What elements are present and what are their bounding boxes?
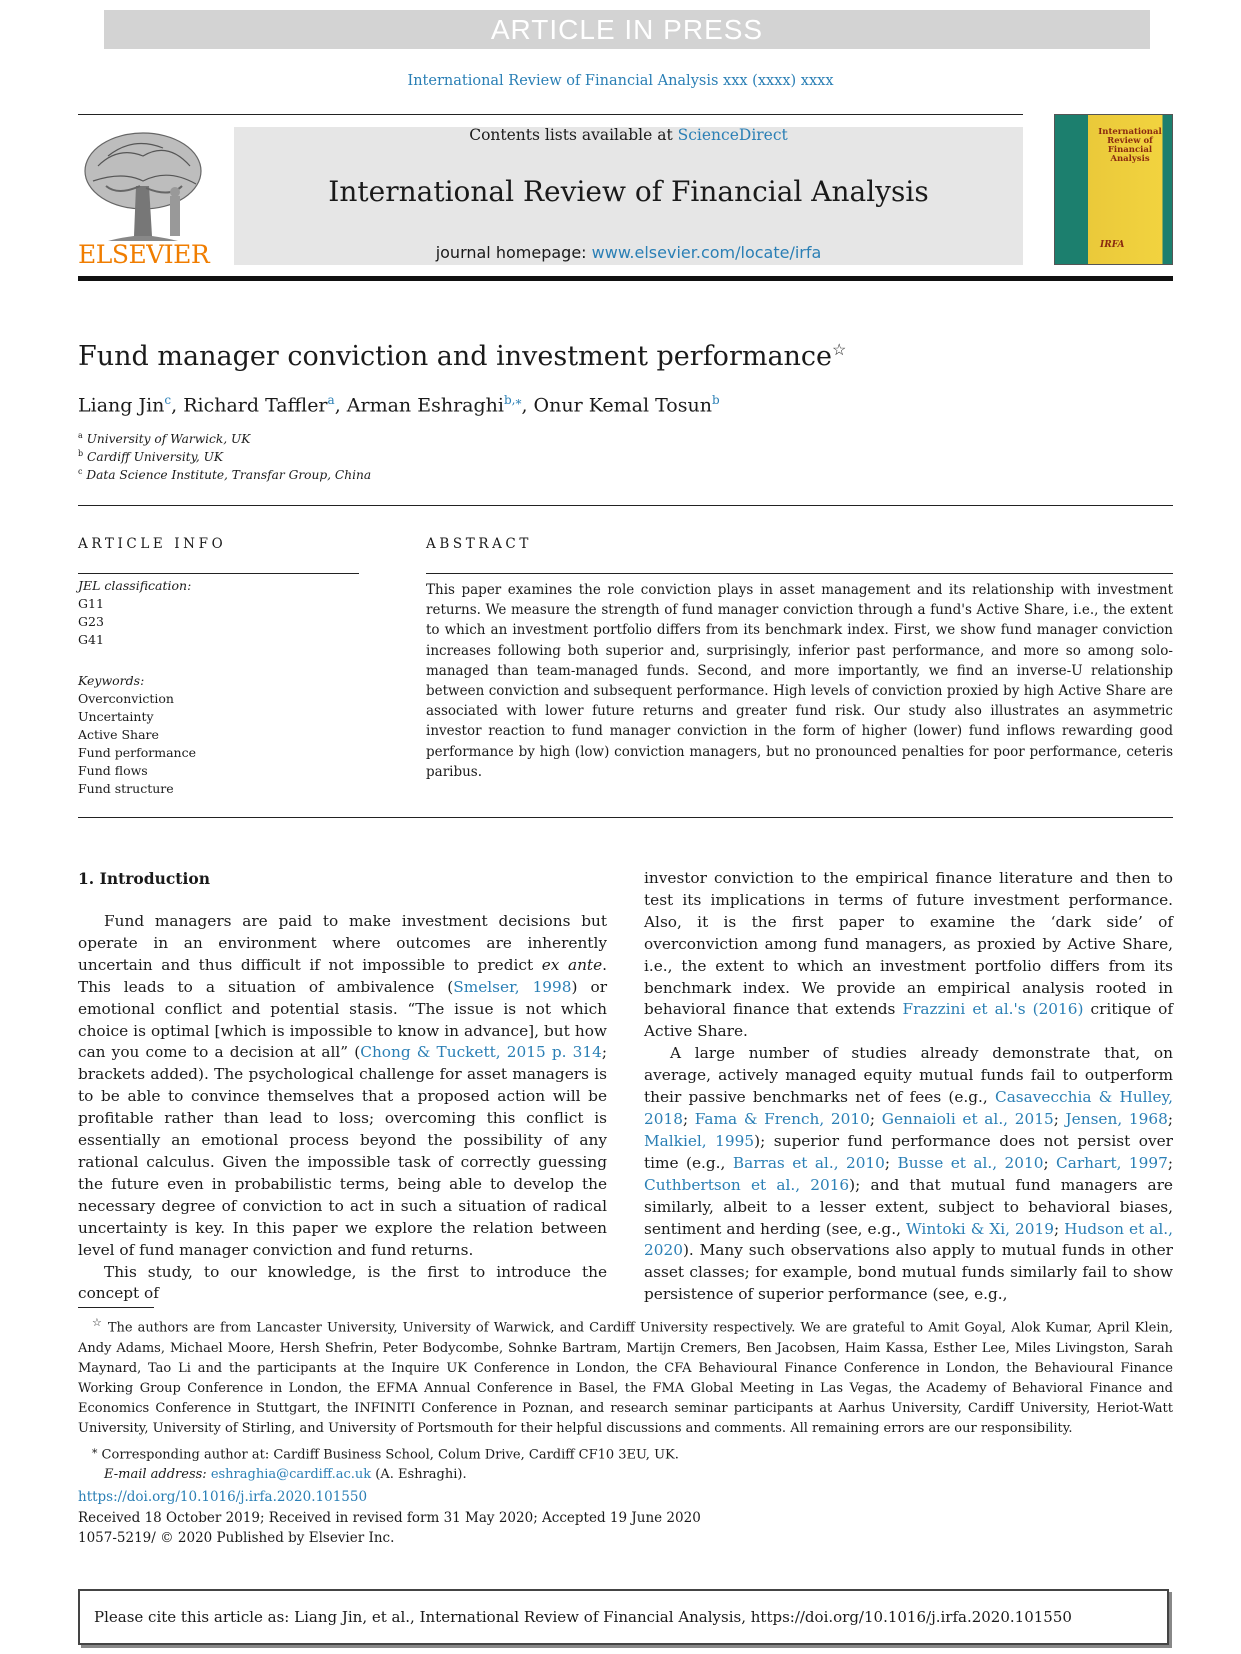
affiliation <box>78 431 250 446</box>
keyword: Fund performance <box>78 745 197 760</box>
affiliation-key: a <box>78 431 83 440</box>
email-link[interactable]: eshraghia@cardiff.ac.uk <box>210 1467 372 1483</box>
received-dates: Received 18 October 2019; Received in revised form 31 May 2020; Accepted 19 June 2020 <box>78 1509 701 1526</box>
author-name: Onur Kemal Tosun <box>533 394 712 417</box>
citation-link[interactable]: Fama & French, 2010 <box>694 1109 870 1128</box>
footnote-corr-mark: ⁎ <box>92 1442 98 1456</box>
citation-link[interactable]: Chong & Tuckett, 2015 p. 314 <box>360 1043 602 1062</box>
issn-copyright: 1057-5219/ © 2020 Published by Elsevier Inc. <box>78 1530 395 1546</box>
introduction-heading: 1. Introduction <box>78 869 210 888</box>
citation-link[interactable]: Gennaioli et al., 2015 <box>881 1109 1054 1128</box>
footnote-rule <box>78 1307 154 1308</box>
email-suffix: (A. Eshraghi). <box>371 1467 467 1483</box>
text-run: ; <box>1167 1153 1173 1172</box>
text-run: ; <box>884 1153 898 1172</box>
publication-info <box>78 1487 701 1549</box>
text-run: ; brackets added). The psychological challenge for asset managers is to be able to convince themselves that a proposed action will be profitable rather than lead to loss; overcoming this conflict is essentially an emotional process beyond the possibility of any rational calculus. Given the impossible task of correctly guessing the future even in probabilistic terms, being able to develop the necessary degree of conviction to act in such a situation of radical uncertainty is key. In this paper we explore the relation between level of fund manager conviction and fund returns. <box>78 1043 607 1259</box>
email-label: E-mail address: <box>104 1467 211 1483</box>
author-affil-link[interactable]: a <box>327 393 335 407</box>
corresponding-author-footnote <box>78 1440 1173 1466</box>
footnotes <box>78 1313 1173 1485</box>
text-run: Fund managers are paid to make investment decisions but operate in an environment where outcomes are inherently uncertain and thus difficult if not impossible to predict <box>78 912 607 974</box>
footnote-star-mark: ☆ <box>92 1316 103 1329</box>
article-info-rule <box>78 573 359 574</box>
cover-abbrev: IRFA <box>1100 240 1125 250</box>
jel-label: JEL classification: <box>78 578 192 593</box>
text-run: . This leads to a situation of ambivalence ( <box>78 955 607 996</box>
affiliation-key: c <box>78 467 83 476</box>
text-run: ; <box>1167 1109 1173 1128</box>
sciencedirect-link[interactable]: ScienceDirect <box>677 126 788 144</box>
keyword: Uncertainty <box>78 709 154 724</box>
keywords-label: Keywords: <box>78 673 145 688</box>
author-name: Liang Jin <box>78 394 165 417</box>
text-run: ); and that mutual fund managers are similarly, albeit to a lesser extent, subject to behavioral biases, sentiment and herding (see, e.g., <box>644 1175 1173 1238</box>
article-info-heading: ARTICLE INFO <box>78 536 227 552</box>
affiliation-text: University of Warwick, UK <box>86 432 251 447</box>
text-run: ) or emotional conflict and potential stasis. “The issue is not which choice is optimal [which is impossible to know in advance], but how can you come to a decision at all” ( <box>78 977 608 1062</box>
text-run: ; <box>1053 1109 1066 1128</box>
citation-link[interactable]: Hudson et al., 2020 <box>644 1219 1173 1260</box>
author-name: Richard Taffler <box>183 394 328 417</box>
affiliation-text: Cardiff University, UK <box>87 450 224 465</box>
header-top-rule <box>78 114 1023 115</box>
jel-code: G23 <box>78 614 104 629</box>
affiliation <box>78 449 223 464</box>
homepage-link[interactable]: www.elsevier.com/locate/irfa <box>591 243 822 262</box>
keyword: Fund flows <box>78 763 148 778</box>
text-run: ; <box>869 1109 882 1128</box>
citation-link[interactable]: Smelser, 1998 <box>453 977 572 996</box>
citation-link[interactable]: Jensen, 1968 <box>1065 1109 1168 1128</box>
citation-link[interactable]: Frazzini et al.'s (2016) <box>902 1000 1084 1019</box>
contents-line <box>234 126 1023 144</box>
journal-title: International Review of Financial Analysis <box>328 175 929 208</box>
citation-link[interactable]: Casavecchia & Hulley, 2018 <box>644 1088 1173 1128</box>
article-title <box>78 340 846 372</box>
header-thick-rule <box>78 276 1173 281</box>
jel-code: G11 <box>78 596 104 611</box>
affiliation <box>78 467 371 482</box>
author-affil-link[interactable]: c <box>164 393 172 407</box>
footnote-text: Corresponding author at: Cardiff Business School, Colum Drive, Cardiff CF10 3EU, UK. <box>97 1446 679 1462</box>
body-paragraph: This study, to our knowledge, is the first to introduce the concept of <box>78 1262 607 1303</box>
doi-link[interactable]: https://doi.org/10.1016/j.irfa.2020.101550 <box>78 1489 368 1505</box>
citation-link[interactable]: Carhart, 1997 <box>1056 1153 1168 1172</box>
author-list: Liang Jin$^c$, Richard Taffler$^a$, Arman Eshraghi$^{b,⁎}$, Onur Kemal Tosun$^b$ <box>78 393 720 417</box>
abstract-bottom-rule <box>78 817 1173 818</box>
jel-code: G41 <box>78 632 104 647</box>
text-run: ; <box>1053 1219 1065 1238</box>
affiliation-text: Data Science Institute, Transfar Group, China <box>86 468 372 483</box>
text-run: ). Many such observations also apply to mutual funds in other asset classes; for example, bond mutual funds similarly fail to show persistence of superior performance (see, e.g., <box>644 1241 1173 1304</box>
text-run: ; <box>1043 1153 1057 1172</box>
keyword: Fund structure <box>78 781 174 796</box>
elsevier-wordmark: ELSEVIER <box>78 240 210 269</box>
text-run: critique of Active Share. <box>644 1000 1174 1041</box>
homepage-line <box>234 243 1023 262</box>
keyword: Active Share <box>78 727 159 742</box>
body-paragraph <box>644 1043 1173 1306</box>
abstract-heading: ABSTRACT <box>426 536 532 552</box>
article-in-press-banner: ARTICLE IN PRESS <box>104 10 1150 49</box>
body-paragraph <box>78 911 607 1262</box>
cover-title: International Review of Financial Analysis <box>1098 127 1162 164</box>
text-run: A large number of studies already demonstrate that, on average, actively managed equity mutual funds fail to outperform their passive benchmarks net of fees (e.g., <box>644 1044 1173 1107</box>
citation-link[interactable]: Cuthbertson et al., 2016 <box>644 1175 850 1194</box>
title-star-mark[interactable]: ☆ <box>832 340 847 359</box>
footnote-text: The authors are from Lancaster University, University of Warwick, and Cardiff University respectively. We are grateful to Amit Goyal, Alok Kumar, April Klein, Andy Adams, Michael Moore, Hersh Shefrin, Peter Bodycombe, Sohnke Bartram, Martijn Cremers, Ben Jacobsen, Haim Kassa, Esther Lee, Miles Livingston, Sarah Maynard, Tao Li and the participants at the Inquire UK Conference in London, the CFA Behavioural Finance Conference in London, the Behavioural Finance Working Group Conference in London, the EFMA Annual Conference in Basel, the FMA Global Meeting in Las Vegas, the Academy of Behavioral Finance and Economics Conference in Stuttgart, the INFINITI Conference in Poznan, and research seminar participants at Aarhus University, Cardiff University, Heriot-Watt University, University of Stirling, and University of Portsmouth for their helpful discussions and comments. All remaining errors are our responsibility. <box>78 1320 1173 1437</box>
keyword: Overconviction <box>78 691 174 706</box>
text-run: ); superior fund performance does not persist over time (e.g., <box>644 1131 1173 1172</box>
citation-link[interactable]: Barras et al., 2010 <box>732 1153 885 1172</box>
article-title-text: Fund manager conviction and investment performance <box>78 341 833 372</box>
author-affil-link[interactable]: b,⁎ <box>503 393 522 407</box>
citation-link[interactable]: Malkiel, 1995 <box>644 1131 755 1150</box>
body-column-left <box>78 911 607 1305</box>
text-run: ; <box>682 1109 695 1128</box>
email-footnote <box>78 1465 1173 1485</box>
body-column-right <box>644 868 1173 1306</box>
citation-box: Please cite this article as: Liang Jin, et al., International Review of Financial Analysis, https://doi.org/10.1016/j.irfa.2020.101550 <box>78 1589 1169 1645</box>
contents-prefix: Contents lists available at <box>469 126 678 144</box>
citation-link[interactable]: Wintoki & Xi, 2019 <box>905 1219 1054 1238</box>
citation-link[interactable]: Busse et al., 2010 <box>897 1153 1044 1172</box>
journal-reference-link[interactable]: International Review of Financial Analysis xxx (xxxx) xxxx <box>407 73 834 89</box>
abstract-rule <box>426 573 1173 574</box>
author-affil-link[interactable]: b <box>711 393 720 407</box>
affiliation-key: b <box>78 449 84 458</box>
author-name: Arman Eshraghi <box>346 394 504 417</box>
text-run: investor conviction to the empirical finance literature and then to test its implications in terms of future investment performance. Also, it is the first paper to examine the ‘dark side’ of overconviction among fund managers, as proxied by Active Share, i.e., the extent to which an investment portfolio differs from its benchmark index. We provide an empirical analysis rooted in behavioral finance that extends <box>644 869 1173 1019</box>
body-paragraph <box>644 868 1173 1043</box>
front-matter-rule <box>78 505 1173 506</box>
text-run-italic: ex ante <box>541 955 603 974</box>
homepage-prefix: journal homepage: <box>435 243 592 262</box>
abstract-text: This paper examines the role conviction plays in asset management and its relationship with investment returns. We measure the strength of fund manager conviction through a fund's Active Share, i.e., the extent to which an investment portfolio differs from its benchmark index. First, we show fund manager conviction increases following both superior and, surprisingly, inferior past performance, and more so among solo-managed than team-managed funds. Second, and more importantly, we find an inverse-U relationship between conviction and subsequent performance. High levels of conviction proxied by high Active Share are associated with lower future returns and greater fund risk. Our study also illustrates an asymmetric investor reaction to fund manager conviction in the form of higher (lower) fund inflows rewarding good performance by high (low) conviction managers, but no pronounced penalties for poor performance, ceteris paribus. <box>426 582 1173 780</box>
acknowledgement-footnote <box>78 1313 1173 1440</box>
